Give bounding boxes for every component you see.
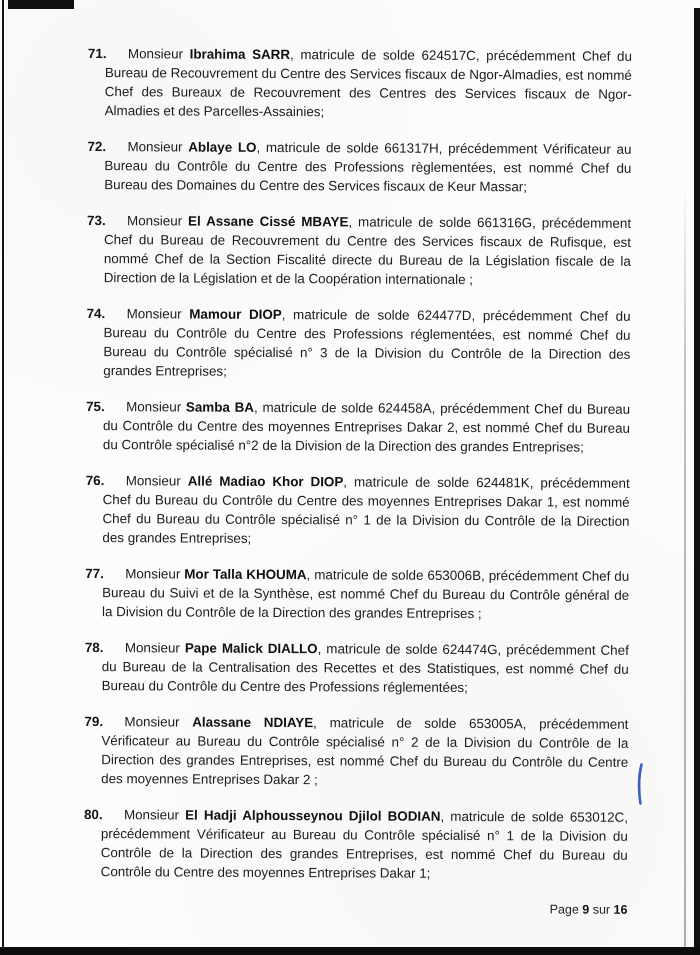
item-number: 78. <box>84 639 104 656</box>
list-item <box>84 805 628 884</box>
scan-edge-bottom <box>0 947 700 955</box>
item-text: Monsieur Pape Malick DIALLO, matricule de solde 624474G, précédemment Chef du Bureau de la Centralisation des Recettes et des Statistiques, est nommé Chef du Bureau du Contrôle du Centre des Professions réglementées; <box>101 640 629 695</box>
person-name: El Assane Cissé MBAYE <box>188 213 349 230</box>
blue-pen-mark <box>634 763 646 805</box>
item-number: 75. <box>86 398 105 415</box>
list-item <box>86 397 630 457</box>
item-number: 74. <box>86 305 106 322</box>
person-name: Ibrahima SARR <box>189 46 291 63</box>
person-name: Pape Malick DIALLO <box>184 640 318 657</box>
scan-edge-left <box>2 0 4 955</box>
person-name: Ablaye LO <box>188 139 257 155</box>
list-item <box>84 712 628 791</box>
scan-artifact-top-left <box>8 0 74 9</box>
item-text: Monsieur Ibrahima SARR, matricule de solde 624517C, précédemment Chef du Bureau de Recouvrement du Centre des Services fiscaux de Ngor-Almadies, est nommé Chef des Bureaux de Recouvrement des Centres des Services fiscaux de Ngor-Almadies et des Parcelles-Assainies; <box>104 46 632 120</box>
page-footer <box>100 898 627 920</box>
list-item <box>86 304 630 383</box>
item-text: Monsieur Samba BA, matricule de solde 624458A, précédemment Chef du Bureau du Contrôle du Centre des moyennes Entreprises Dakar 2, est nommé Chef du Bureau du Contrôle spécialisé n°2 de la Division de la Direction des grandes Entreprises; <box>102 399 631 455</box>
item-text: Monsieur El Hadji Alphousseynou Djilol BODIAN, matricule de solde 653012C, précédemment Vérificateur au Bureau du Contrôle spécialisé n° 1 de la Division du Contrôle de la Direction des grandes Entreprises, est nommé Chef du Bureau du Contrôle du Centre des moyennes Entreprises Dakar 1; <box>100 807 628 881</box>
page-footer-separator: sur <box>589 902 614 917</box>
item-text: Monsieur Mor Talla KHOUMA, matricule de solde 653006B, précédemment Chef du Bureau du Suivi et de la Synthèse, est nommé Chef du Bureau du Contrôle général de la Division du Contrôle de la Direction des grandes Entreprises ; <box>101 566 630 622</box>
person-name: El Hadji Alphousseynou Djilol BODIAN <box>185 807 441 824</box>
item-number: 72. <box>87 138 107 155</box>
list-item <box>88 44 632 123</box>
scan-edge-right <box>694 8 700 955</box>
item-text: Monsieur Mamour DIOP, matricule de solde 624477D, précédemment Chef du Bureau du Contrôle du Centre des Professions réglementées, est nommé Chef du Bureau du Contrôle spécialisé n° 3 de la Division du Contrôle de la Direction des grandes Entreprises; <box>103 306 631 379</box>
person-name: Samba BA <box>185 399 255 415</box>
item-number: 73. <box>87 212 106 229</box>
item-text: Monsieur El Assane Cissé MBAYE, matricule de solde 661316G, précédemment Chef du Bureau de Recouvrement du Centre des Services fiscaux de Rufisque, est nommé Chef de la Section Fiscalité directe du Bureau de la Législation fiscale de la Direction de la Législation et de la Coopération internationale ; <box>103 213 632 288</box>
person-name: Allé Madiao Khor DIOP <box>187 473 344 490</box>
item-number: 76. <box>85 472 105 489</box>
item-number: 77. <box>85 565 104 582</box>
list-item <box>85 471 629 550</box>
list-item <box>87 137 631 197</box>
page-footer-label: Page <box>549 902 583 917</box>
list-item <box>85 564 629 624</box>
item-text: Monsieur Allé Madiao Khor DIOP, matricule de solde 624481K, précédemment Chef du Bureau du Contrôle du Centre des moyennes Entreprises Dakar 1, est nommé Chef du Bureau du Contrôle spécialisé n° 1 de la Division du Contrôle de la Direction des grandes Entreprises; <box>102 473 630 546</box>
item-text: Monsieur Alassane NDIAYE, matricule de solde 653005A, précédemment Vérificateur au Bureau du Contrôle spécialisé n° 2 de la Division du Contrôle de la Direction des grandes Entreprises, est nommé Chef du Bureau du Contrôle du Centre des moyennes Entreprises Dakar 2 ; <box>101 714 629 788</box>
list-item <box>87 211 631 290</box>
person-name: Mor Talla KHOUMA <box>184 566 307 583</box>
page-number-current: 9 <box>582 902 590 917</box>
list-item <box>85 638 629 698</box>
item-number: 80. <box>83 806 103 823</box>
document-body <box>83 44 634 920</box>
item-number: 79. <box>84 713 104 730</box>
page-number-total: 16 <box>613 902 628 917</box>
person-name: Alassane NDIAYE <box>192 714 314 731</box>
person-name: Mamour DIOP <box>189 306 282 323</box>
item-number: 71. <box>87 45 107 62</box>
paper-edge-shadow <box>684 180 686 947</box>
item-text: Monsieur Ablaye LO, matricule de solde 661317H, précédemment Vérificateur au Bureau du Contrôle du Centre des Professions règlementées, est nommé Chef du Bureau des Domaines du Centre des Services fiscaux de Keur Massar; <box>104 139 632 195</box>
